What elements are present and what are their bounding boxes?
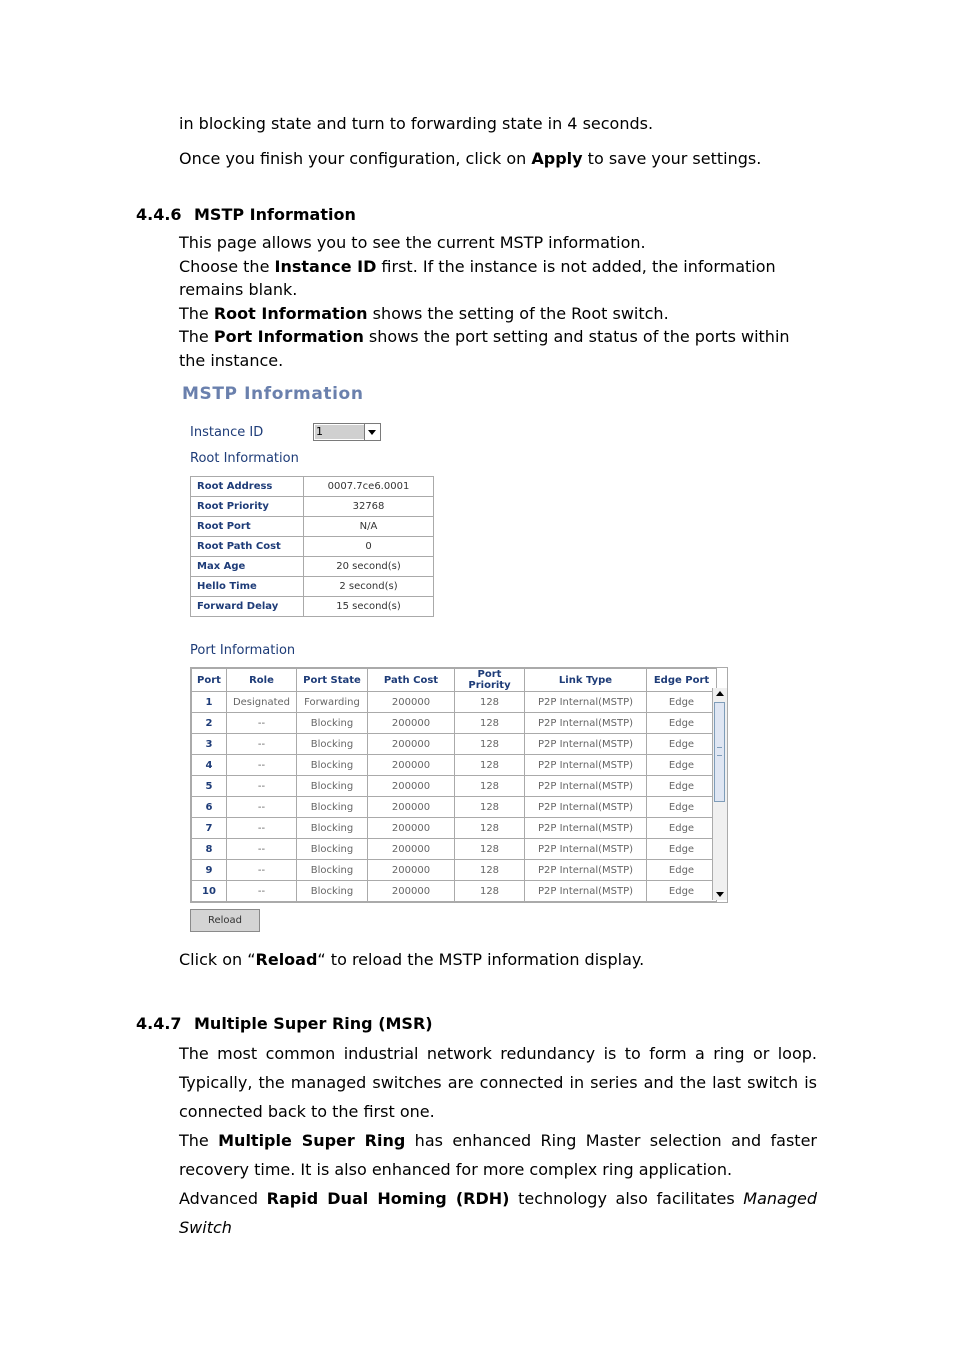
port-information-panel	[190, 667, 728, 903]
port-cell: Edge	[647, 818, 717, 839]
port-column-header: Link Type	[525, 669, 647, 692]
section-heading-447: 4.4.7 Multiple Super Ring (MSR)	[136, 1014, 433, 1033]
port-cell: 128	[455, 881, 525, 902]
port-cell: 10	[192, 881, 227, 902]
table-row	[192, 818, 717, 839]
port-cell: P2P Internal(MSTP)	[525, 860, 647, 881]
port-cell: 8	[192, 839, 227, 860]
port-cell: --	[227, 776, 297, 797]
port-cell: 200000	[368, 692, 455, 713]
intro-line-2: Once you finish your configuration, click on Apply to save your settings.	[179, 149, 762, 168]
scroll-thumb[interactable]	[714, 702, 725, 802]
table-row	[192, 734, 717, 755]
port-column-header: Role	[227, 669, 297, 692]
port-cell: P2P Internal(MSTP)	[525, 755, 647, 776]
port-cell: Blocking	[297, 776, 368, 797]
port-cell: 200000	[368, 881, 455, 902]
port-cell: Edge	[647, 797, 717, 818]
port-information-label: Port Information	[190, 643, 296, 658]
reload-instruction: Click on “Reload“ to reload the MSTP information display.	[179, 950, 645, 969]
port-cell: Blocking	[297, 797, 368, 818]
port-cell: --	[227, 755, 297, 776]
root-info-row	[191, 557, 434, 577]
intro-line-1: in blocking state and turn to forwarding state in 4 seconds.	[179, 114, 654, 133]
port-cell: --	[227, 818, 297, 839]
root-information-table	[190, 476, 434, 617]
port-cell: 128	[455, 797, 525, 818]
port-cell: 200000	[368, 818, 455, 839]
port-cell: 200000	[368, 776, 455, 797]
table-row	[192, 713, 717, 734]
root-info-value: 20 second(s)	[304, 557, 434, 577]
port-column-header: Port	[192, 669, 227, 692]
scroll-up-icon[interactable]	[713, 688, 727, 700]
port-cell: Edge	[647, 860, 717, 881]
root-info-row	[191, 497, 434, 517]
scroll-grip-icon	[717, 747, 722, 756]
section-446-p3: The Root Information shows the setting of the Root switch.	[179, 303, 669, 323]
port-cell: Blocking	[297, 713, 368, 734]
port-cell: Edge	[647, 734, 717, 755]
root-info-key: Hello Time	[191, 577, 304, 597]
port-cell: 1	[192, 692, 227, 713]
table-row	[192, 776, 717, 797]
root-info-key: Forward Delay	[191, 597, 304, 617]
port-cell: Blocking	[297, 839, 368, 860]
port-cell: Edge	[647, 713, 717, 734]
port-cell: 6	[192, 797, 227, 818]
port-cell: --	[227, 713, 297, 734]
port-cell: P2P Internal(MSTP)	[525, 797, 647, 818]
port-cell: Edge	[647, 881, 717, 902]
port-cell: Edge	[647, 839, 717, 860]
section-446-p4: The Port Information shows the port setting and status of the ports within the instance.	[179, 327, 790, 370]
table-row	[192, 692, 717, 713]
port-cell: 128	[455, 755, 525, 776]
table-row	[192, 860, 717, 881]
root-info-key: Max Age	[191, 557, 304, 577]
root-info-value: 0	[304, 537, 434, 557]
root-info-row	[191, 537, 434, 557]
port-cell: P2P Internal(MSTP)	[525, 818, 647, 839]
section-446-p2: Choose the Instance ID first. If the instance is not added, the information remains blank.	[179, 256, 776, 299]
port-cell: Blocking	[297, 860, 368, 881]
root-info-value: 32768	[304, 497, 434, 517]
root-information-label: Root Information	[190, 451, 299, 466]
port-column-header: Path Cost	[368, 669, 455, 692]
root-info-key: Root Port	[191, 517, 304, 537]
port-cell: 200000	[368, 734, 455, 755]
mstp-title: MSTP Information	[182, 384, 364, 404]
port-cell: 128	[455, 692, 525, 713]
port-cell: 200000	[368, 755, 455, 776]
port-cell: Blocking	[297, 734, 368, 755]
root-info-key: Root Address	[191, 477, 304, 497]
port-cell: P2P Internal(MSTP)	[525, 713, 647, 734]
instance-id-label: Instance ID	[190, 425, 264, 440]
port-cell: 200000	[368, 797, 455, 818]
root-info-row	[191, 597, 434, 617]
port-cell: --	[227, 734, 297, 755]
port-cell: P2P Internal(MSTP)	[525, 692, 647, 713]
table-row	[192, 839, 717, 860]
root-info-value: N/A	[304, 517, 434, 537]
root-info-key: Root Priority	[191, 497, 304, 517]
root-info-row	[191, 517, 434, 537]
port-cell: P2P Internal(MSTP)	[525, 839, 647, 860]
port-cell: 128	[455, 839, 525, 860]
root-info-value: 15 second(s)	[304, 597, 434, 617]
section-447-p1: The most common industrial network redundancy is to form a ring or loop. Typically, the managed switches are connected in series and the last switch is connected back to the first one.	[179, 1044, 817, 1121]
section-447-body	[179, 1039, 817, 1242]
port-cell: 128	[455, 860, 525, 881]
port-cell: --	[227, 839, 297, 860]
port-cell: Edge	[647, 755, 717, 776]
port-information-table	[191, 668, 717, 902]
root-info-value: 0007.7ce6.0001	[304, 477, 434, 497]
port-cell: 128	[455, 776, 525, 797]
section-heading-446: 4.4.6 MSTP Information	[136, 205, 356, 224]
port-cell: P2P Internal(MSTP)	[525, 776, 647, 797]
port-cell: 200000	[368, 860, 455, 881]
port-cell: Blocking	[297, 755, 368, 776]
dropdown-arrow-icon[interactable]	[364, 424, 380, 440]
port-cell: 128	[455, 818, 525, 839]
port-cell: P2P Internal(MSTP)	[525, 881, 647, 902]
port-cell: Blocking	[297, 881, 368, 902]
port-cell: 200000	[368, 839, 455, 860]
port-cell: 7	[192, 818, 227, 839]
port-cell: 128	[455, 734, 525, 755]
root-info-value: 2 second(s)	[304, 577, 434, 597]
root-info-row	[191, 577, 434, 597]
port-column-header: Port Priority	[455, 669, 525, 692]
port-cell: Edge	[647, 776, 717, 797]
port-cell: 3	[192, 734, 227, 755]
port-cell: Edge	[647, 692, 717, 713]
port-cell: 128	[455, 713, 525, 734]
instance-id-value: 1	[315, 425, 366, 439]
port-cell: 5	[192, 776, 227, 797]
port-column-header: Edge Port	[647, 669, 717, 692]
port-cell: P2P Internal(MSTP)	[525, 734, 647, 755]
table-row	[192, 881, 717, 902]
reload-button[interactable]: Reload	[190, 909, 260, 932]
table-row	[192, 755, 717, 776]
section-447-p3: Advanced Rapid Dual Homing (RDH) technology also facilitates Managed Switch	[179, 1189, 817, 1237]
instance-id-select[interactable]	[313, 423, 381, 441]
section-446-p1: This page allows you to see the current MSTP information.	[179, 233, 646, 252]
port-column-header: Port State	[297, 669, 368, 692]
port-cell: --	[227, 797, 297, 818]
port-cell: Forwarding	[297, 692, 368, 713]
port-cell: 4	[192, 755, 227, 776]
root-info-key: Root Path Cost	[191, 537, 304, 557]
root-info-row	[191, 477, 434, 497]
section-446-body	[179, 231, 817, 372]
port-cell: 9	[192, 860, 227, 881]
port-cell: --	[227, 881, 297, 902]
section-447-p2: The Multiple Super Ring has enhanced Ring Master selection and faster recovery time. It is also enhanced for more complex ring application.	[179, 1131, 818, 1179]
scroll-down-icon[interactable]	[713, 888, 727, 900]
port-table-scrollbar[interactable]	[712, 688, 727, 900]
port-cell: 200000	[368, 713, 455, 734]
table-row	[192, 797, 717, 818]
port-cell: Blocking	[297, 818, 368, 839]
port-cell: --	[227, 860, 297, 881]
mstp-information-screen	[180, 380, 740, 940]
port-cell: 2	[192, 713, 227, 734]
port-cell: Designated	[227, 692, 297, 713]
